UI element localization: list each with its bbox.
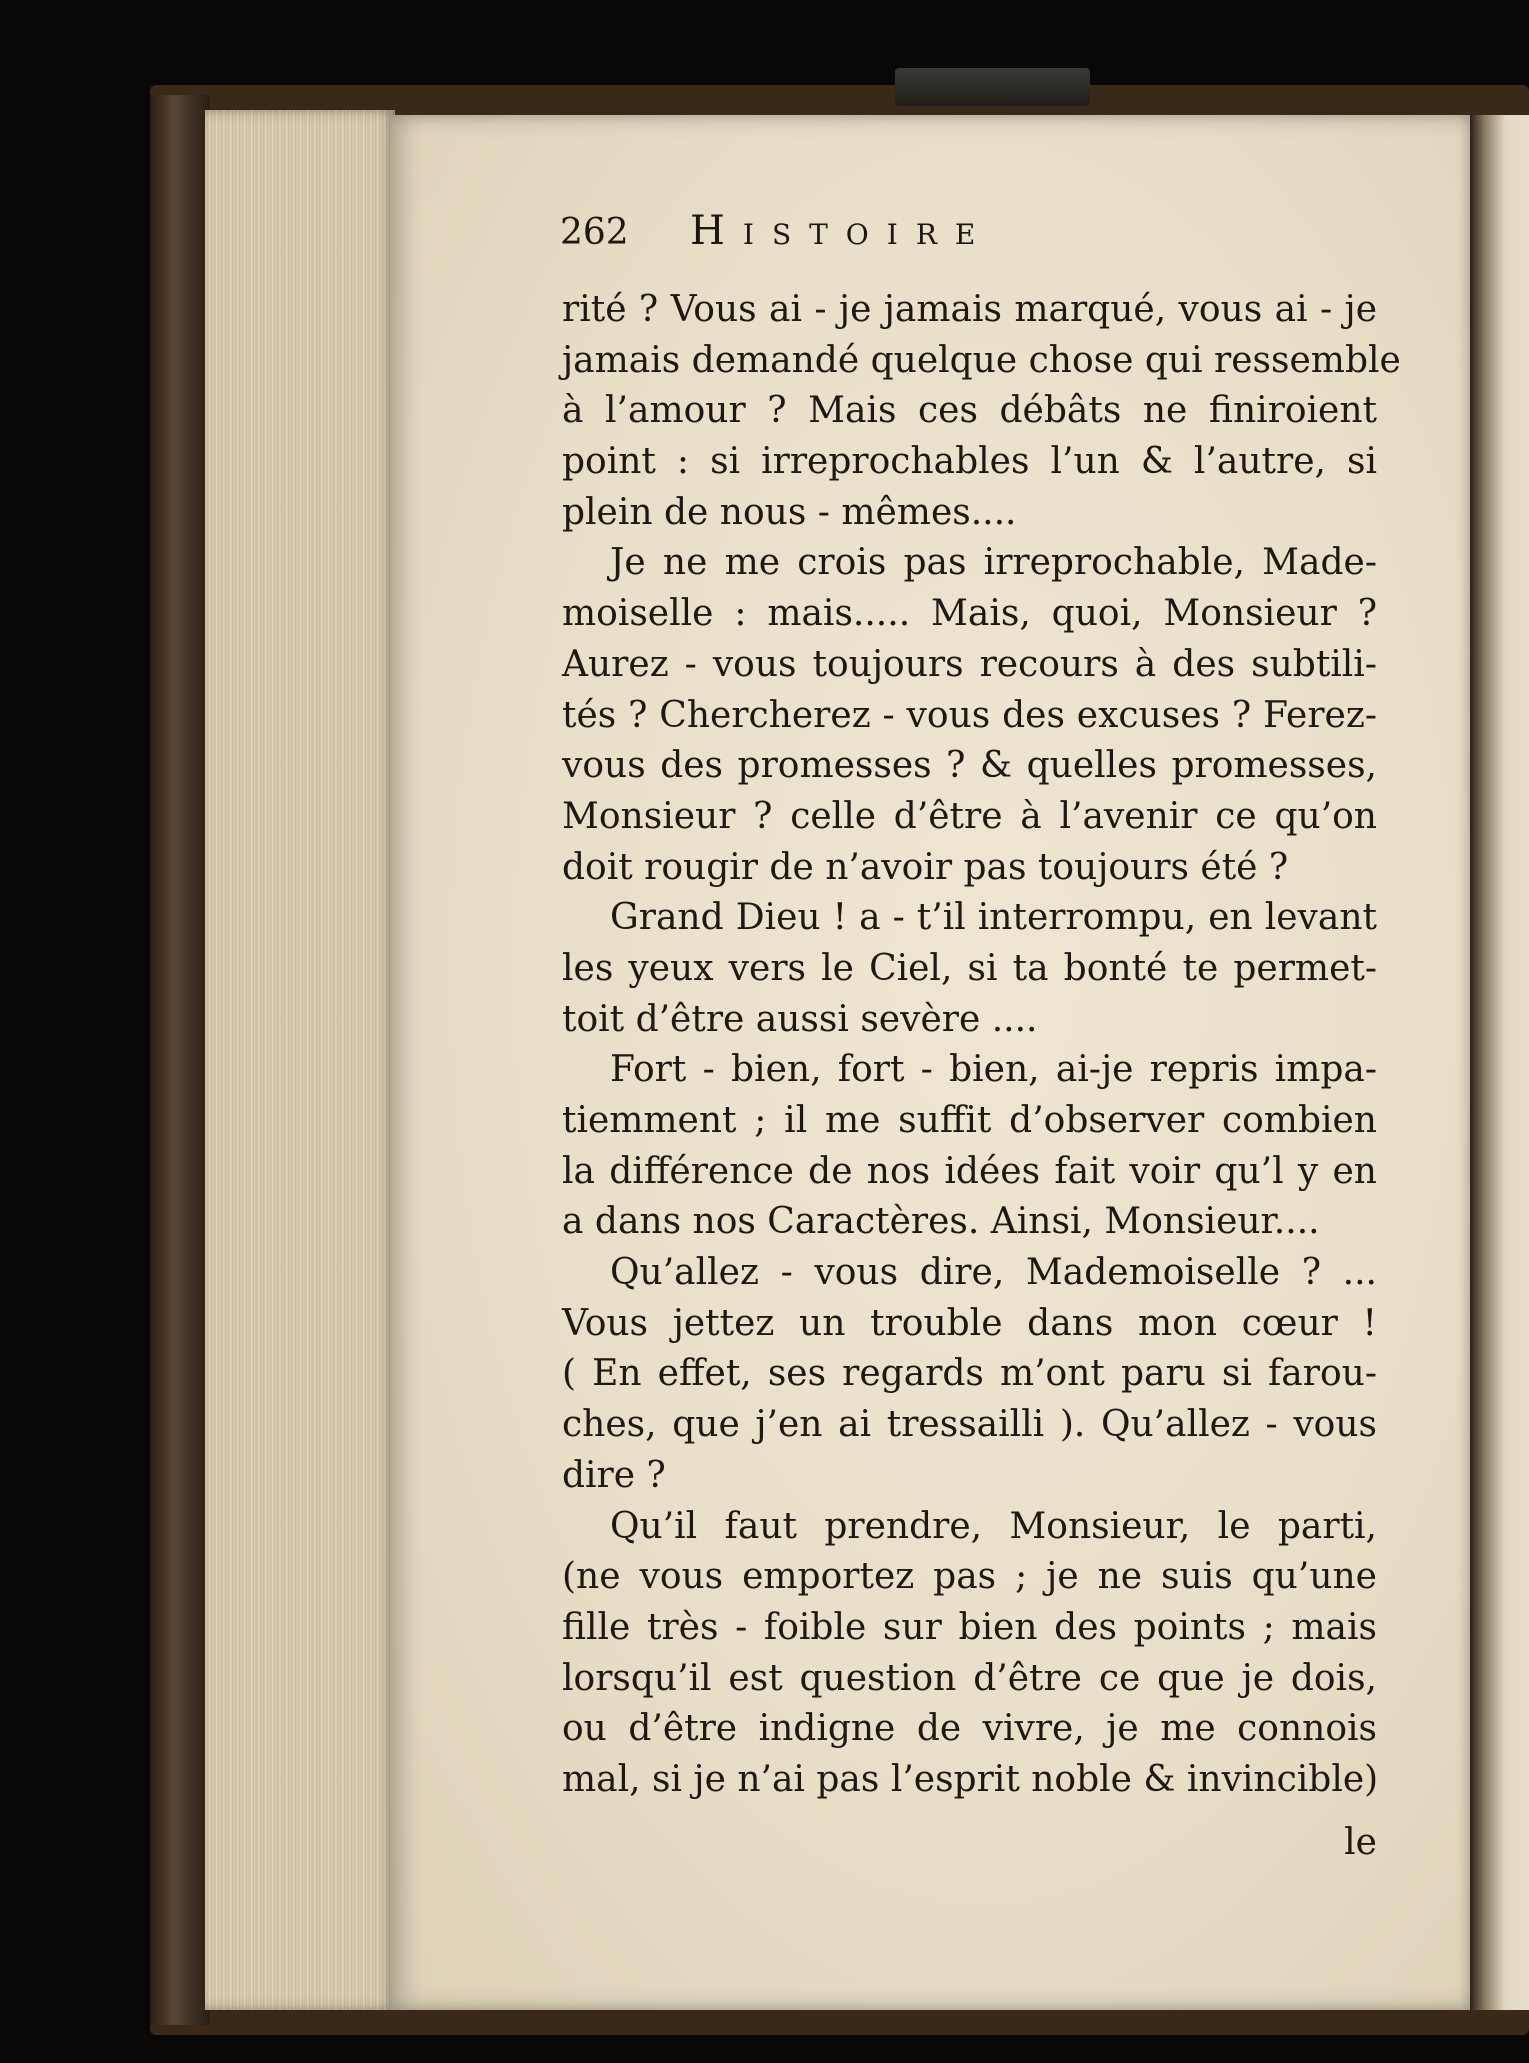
text-line: tés ? Chercherez - vous des excuses ? Ferez- bbox=[562, 694, 1377, 736]
text-line: ( En effet, ses regards m’ont paru si farou- bbox=[562, 1353, 1377, 1395]
text-line: Monsieur ? celle d’être à l’avenir ce qu’on bbox=[562, 795, 1377, 837]
text-line: plein de nous - mêmes.... bbox=[562, 491, 1017, 533]
text-line: doit rougir de n’avoir pas toujours été ? bbox=[562, 846, 1289, 888]
text-line: lorsqu’il est question d’être ce que je dois, bbox=[562, 1657, 1377, 1699]
running-title: Histoire bbox=[690, 208, 994, 254]
text-line: Qu’allez - vous dire, Mademoiselle ? ... bbox=[610, 1252, 1377, 1294]
text-line: mal, si je n’ai pas l’esprit noble & invincible) bbox=[562, 1758, 1379, 1800]
page-header bbox=[560, 208, 1280, 268]
text-line: à l’amour ? Mais ces débâts ne finiroient bbox=[562, 390, 1377, 432]
text-line: tiemment ; il me suffit d’observer combien bbox=[562, 1100, 1377, 1141]
text-line: Je ne me crois pas irreprochable, Made- bbox=[610, 542, 1377, 584]
page-edges bbox=[205, 110, 395, 2010]
catchword: le bbox=[1344, 1822, 1377, 1863]
book-spine bbox=[150, 95, 210, 2025]
text-line: Qu’il faut prendre, Monsieur, le parti, bbox=[610, 1505, 1377, 1547]
body-text bbox=[562, 285, 1401, 1806]
text-line: vous des promesses ? & quelles promesses, bbox=[562, 745, 1377, 787]
text-line: ches, que j’en ai tressailli ). Qu’allez - vous bbox=[562, 1404, 1377, 1446]
page-number: 262 bbox=[560, 212, 629, 253]
text-line: les yeux vers le Ciel, si ta bonté te permet- bbox=[562, 947, 1377, 989]
text-line: moiselle : mais..... Mais, quoi, Monsieur ? bbox=[562, 593, 1377, 635]
text-line: toit d’être aussi sevère .... bbox=[562, 998, 1038, 1040]
text-line: Grand Dieu ! a - t’il interrompu, en levant bbox=[610, 897, 1377, 939]
text-line: fille très - foible sur bien des points ; mais bbox=[562, 1606, 1377, 1648]
text-line: Fort - bien, fort - bien, ai-je repris impa- bbox=[610, 1049, 1377, 1091]
text-line: la différence de nos idées fait voir qu’l y en bbox=[562, 1150, 1377, 1192]
text-line: (ne vous emportez pas ; je ne suis qu’une bbox=[562, 1556, 1377, 1598]
text-line: Aurez - vous toujours recours à des subtili- bbox=[562, 643, 1377, 685]
text-line: dire ? bbox=[562, 1454, 666, 1496]
page-footer bbox=[562, 1822, 1377, 1878]
text-line: jamais demandé quelque chose qui ressemble bbox=[562, 339, 1401, 381]
text-line: Vous jettez un trouble dans mon cœur ! bbox=[562, 1302, 1377, 1344]
text-line: rité ? Vous ai - je jamais marqué, vous ai - je bbox=[562, 289, 1377, 330]
book-clasp bbox=[895, 68, 1090, 106]
text-line: point : si irreprochables l’un & l’autre, si bbox=[562, 441, 1377, 483]
facing-page-edge bbox=[1470, 115, 1529, 2010]
text-line: ou d’être indigne de vivre, je me connois bbox=[562, 1708, 1377, 1750]
text-line: a dans nos Caractères. Ainsi, Monsieur.... bbox=[562, 1201, 1320, 1243]
